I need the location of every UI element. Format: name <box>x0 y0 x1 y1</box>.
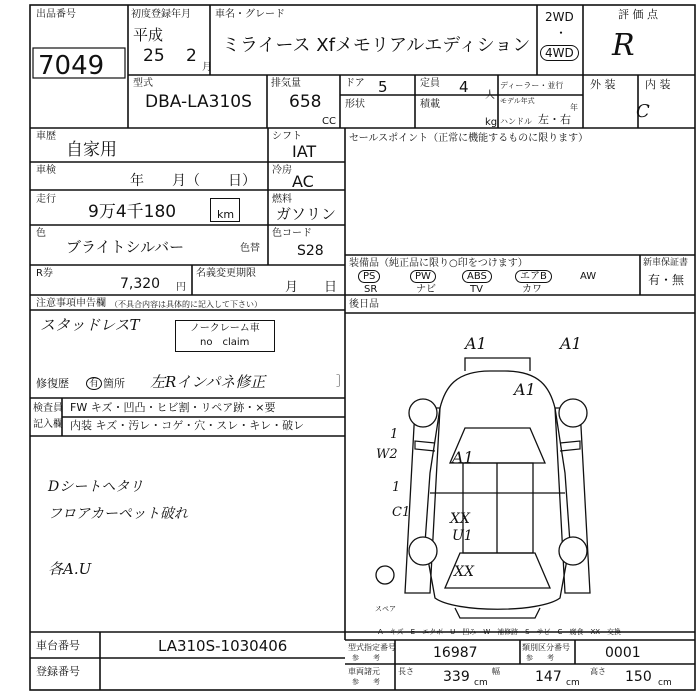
repair-bracket: ］ <box>336 374 349 388</box>
displacement-label: 排気量 <box>271 78 301 89</box>
repair-location: 左Rインパネ修正 <box>150 373 266 391</box>
drive-separator: ・ <box>555 26 568 40</box>
mileage-unit: km <box>217 208 235 221</box>
damage-legend: A－キズ E－エクボ U－凹み W－補修跡 S－サビ C－腐食 XX－交換 <box>378 628 622 636</box>
repair-location-label: 箇所 <box>103 377 125 390</box>
history-label: 車歴 <box>36 131 56 142</box>
mark-left-door: A1 <box>452 448 474 467</box>
drive-4wd-circled: 4WD <box>540 45 579 61</box>
rating-label: 評 価 点 <box>618 8 658 21</box>
length-label: 長さ <box>398 667 414 676</box>
interior-label: 内 装 <box>645 78 671 91</box>
mark-rear-exchange: XX <box>454 564 474 580</box>
type-cert-sub: 参 考 <box>352 654 380 662</box>
capacity-label: 定員 <box>420 78 440 89</box>
lot-number: 7049 <box>38 51 105 81</box>
registration-year: 25 <box>143 46 165 66</box>
inspector-label-bottom: 記入欄 <box>33 419 63 430</box>
aftermarket-title: 後日品 <box>349 299 379 310</box>
length-value: 339 <box>443 669 470 685</box>
registration-limit-label: 名義変更期限 <box>196 268 256 279</box>
era: 平成 <box>133 26 164 44</box>
drive-2wd: 2WD <box>545 10 574 24</box>
vehicle-history: 自家用 <box>66 140 117 160</box>
mileage: 9万4千180 <box>88 202 177 222</box>
inspector-row-interior: 内装 キズ・汚レ・コゲ・穴・スレ・キレ・破レ <box>70 419 305 432</box>
doors: 5 <box>378 78 388 96</box>
mark-left-side-c1: C1 <box>392 505 411 520</box>
car-name: ミライース Xfメモリアルエディション <box>222 35 531 56</box>
dealer-label: ディーラー・並行 <box>500 81 564 90</box>
handnote-carpet: フロアカーペット破れ <box>48 506 188 522</box>
handnote-au: 各A.U <box>48 560 92 578</box>
transmission: IAT <box>292 142 317 161</box>
capacity: 4 <box>459 78 469 96</box>
sales-point-title: セールスポイント（正常に機能するものに限ります） <box>349 133 589 144</box>
air-conditioning: AC <box>292 172 314 191</box>
class-number: 0001 <box>605 645 641 661</box>
length-unit: cm <box>474 678 488 688</box>
dims-label: 車両諸元 <box>348 667 380 676</box>
recycle-fee: 7,320 <box>120 276 161 292</box>
mark-left-side-1a: 1 <box>390 427 399 442</box>
equip-airbag: エアB <box>515 270 552 283</box>
doors-label: ドア <box>345 78 365 89</box>
height-unit: cm <box>658 678 672 688</box>
cc-unit: CC <box>322 116 336 127</box>
shift-label: シフト <box>272 131 302 142</box>
notes-subtitle: （不具合内容は具体的に記入して下さい） <box>110 300 262 309</box>
handnote-seat: Dシートヘタリ <box>48 479 144 495</box>
interior-grade: C <box>636 101 650 122</box>
tax-label: R券 <box>36 268 53 279</box>
spare-label: スペア <box>375 605 396 613</box>
noclaim-jp: ノークレーム車 <box>190 323 260 334</box>
noclaim-en: no claim <box>200 337 250 348</box>
height-label: 高さ <box>590 667 606 676</box>
ac-label: 冷房 <box>272 165 292 176</box>
inspector-row-exterior: FW キズ・凹凸・ヒビ割・リペア跡・×要 <box>70 401 276 414</box>
height-value: 150 <box>625 669 652 685</box>
shape-label: 形状 <box>345 99 365 110</box>
equip-pw: PW <box>410 270 436 283</box>
equipment-title: 装備品（純正品に限り○印をつけます） <box>349 258 528 269</box>
inspector-label-top: 検査員 <box>33 403 63 414</box>
inspection-label: 車検 <box>36 165 56 176</box>
equip-ps: PS <box>358 270 380 283</box>
equip-sr: SR <box>364 284 378 295</box>
dims-sub: 参 考 <box>352 678 380 686</box>
body-color: ブライトシルバー <box>66 238 185 256</box>
registration-number-label: 登録番号 <box>36 665 80 678</box>
fuel-type: ガソリン <box>276 205 337 223</box>
handle-side: 左・右 <box>538 113 571 126</box>
mark-hood: A1 <box>514 380 536 399</box>
load-unit: kg <box>485 117 498 128</box>
registration-month: 2 <box>186 46 197 66</box>
exterior-label: 外 装 <box>590 78 616 91</box>
type-cert-number: 16987 <box>433 645 478 661</box>
month-unit: 月 <box>202 62 212 73</box>
mark-rear-left-exchange: XX <box>450 511 470 527</box>
lot-number-label: 出品番号 <box>36 9 76 20</box>
load-label: 積載 <box>420 99 440 110</box>
registration-limit: 月 日 <box>285 280 338 295</box>
mark-left-side-1b: 1 <box>392 480 401 495</box>
car-name-label: 車名・グレード <box>215 9 285 20</box>
model-year-unit: 年 <box>570 103 578 112</box>
chassis-label: 車台番号 <box>36 639 80 652</box>
class-sub: 参 考 <box>526 654 554 662</box>
inspection-date: 年 月（ 日） <box>130 173 256 189</box>
type-cert-label: 型式指定番号 <box>348 643 396 652</box>
model-code: DBA-LA310S <box>145 92 252 112</box>
class-label: 類別区分番号 <box>522 643 570 652</box>
model-label: 型式 <box>133 78 153 89</box>
mark-front-left: A1 <box>465 334 487 353</box>
equip-abs: ABS <box>462 270 492 283</box>
color-code-label: 色コード <box>272 228 312 239</box>
warranty-value: 有・無 <box>648 273 685 287</box>
notes-title: 注意事項申告欄 <box>36 298 106 309</box>
color-code: S28 <box>297 243 324 259</box>
equip-navi: ナビ <box>416 284 436 295</box>
mark-rear-left-dent: U1 <box>452 528 473 544</box>
equip-aw: AW <box>580 271 597 282</box>
rating-value: R <box>612 28 635 63</box>
notes-handwritten: スタッドレスT <box>40 316 140 334</box>
capacity-unit: 人 <box>485 90 495 101</box>
first-registration-label: 初度登録年月 <box>131 9 191 20</box>
equip-tv: TV <box>470 284 483 295</box>
displacement: 658 <box>289 92 322 112</box>
mileage-label: 走行 <box>36 194 56 205</box>
mark-front-right: A1 <box>560 334 582 353</box>
fuel-label: 燃料 <box>272 194 292 205</box>
mark-left-side-w2: W2 <box>376 447 398 462</box>
color-label: 色 <box>36 228 46 239</box>
car-damage-diagram <box>345 313 695 633</box>
handle-label: ハンドル <box>500 117 532 126</box>
width-label: 幅 <box>492 667 500 676</box>
color-change-label: 色替 <box>240 243 260 254</box>
warranty-label: 新車保証書 <box>643 258 689 268</box>
chassis-number: LA310S-1030406 <box>158 637 288 655</box>
tax-unit: 円 <box>176 282 186 293</box>
repair-history-label: 修復歴 <box>36 377 69 390</box>
width-value: 147 <box>535 669 562 685</box>
width-unit: cm <box>566 678 580 688</box>
equip-leather: カワ <box>522 284 542 295</box>
model-year-label: モデル年式 <box>500 97 535 105</box>
repair-yes-circled: 有 <box>86 377 102 390</box>
